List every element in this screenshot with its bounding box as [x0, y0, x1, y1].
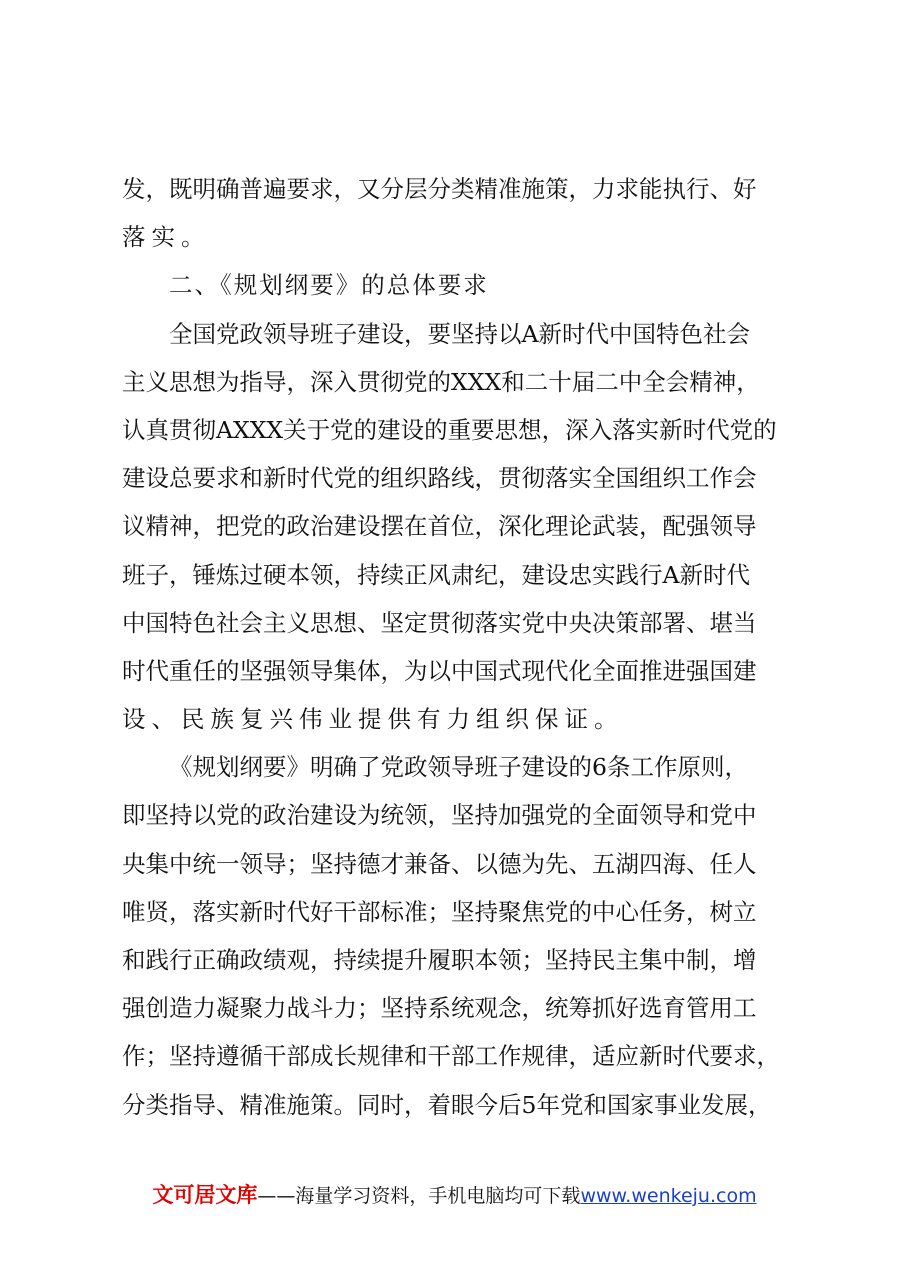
text-line: 和践行正确政绩观，持续提升履职本领；坚持民主集中制，增 [122, 946, 757, 974]
text-line: 时代重任的坚强领导集体，为以中国式现代化全面推进强国建 [122, 656, 757, 685]
text-line: 中国特色社会主义思想、坚定贯彻落实党中央决策部署、堪当 [122, 608, 757, 637]
text-line: 设、民族复兴伟业提供有力组织保证。 [122, 705, 624, 734]
text-line: 央集中统一领导；坚持德才兼备、以德为先、五湖四海、任人 [122, 849, 757, 878]
text-line: 班子，锤炼过硬本领，持续正风肃纪，建设忠实践行A新时代 [122, 560, 750, 589]
text-line: 强创造力凝聚力战斗力；坚持系统观念，统筹抓好选育管用工 [122, 994, 757, 1023]
section-heading: 二、《规划纲要》的总体要求 [169, 271, 489, 300]
footer-brand: 文可居文库 [152, 1183, 258, 1207]
text-line: 认真贯彻AXXX关于党的建设的重要思想，深入落实新时代党的 [122, 415, 777, 444]
text-line: 全国党政领导班子建设，要坚持以A新时代中国特色社会 [169, 319, 750, 348]
text-line: 议精神，把党的政治建设摆在首位，深化理论武装，配强领导 [122, 512, 757, 541]
footer-site-link[interactable]: www.wenkeju.com [580, 1185, 757, 1207]
text-line: 建设总要求和新时代党的组织路线，贯彻落实全国组织工作会 [122, 464, 757, 493]
text-line: 主义思想为指导，深入贯彻党的XXX和二十届二中全会精神， [122, 367, 760, 396]
footer-banner [0, 1180, 909, 1211]
text-line: 落实。 [122, 223, 211, 252]
text-line: 唯贤，落实新时代好干部标准；坚持聚焦党的中心任务，树立 [122, 897, 757, 926]
document-body [122, 165, 802, 1129]
text-line: 发，既明确普遍要求，又分层分类精准施策，力求能执行、好 [122, 175, 757, 203]
text-line: 分类指导、精准施策。同时，着眼今后5年党和国家事业发展， [122, 1090, 772, 1119]
text-line: 《规划纲要》明确了党政领导班子建设的6条工作原则， [169, 753, 748, 782]
footer-tagline: ——海量学习资料，手机电脑均可下载 [257, 1185, 581, 1207]
text-line: 作；坚持遵循干部成长规律和干部工作规律，适应新时代要求， [122, 1042, 780, 1071]
text-line: 即坚持以党的政治建设为统领，坚持加强党的全面领导和党中 [122, 801, 757, 830]
